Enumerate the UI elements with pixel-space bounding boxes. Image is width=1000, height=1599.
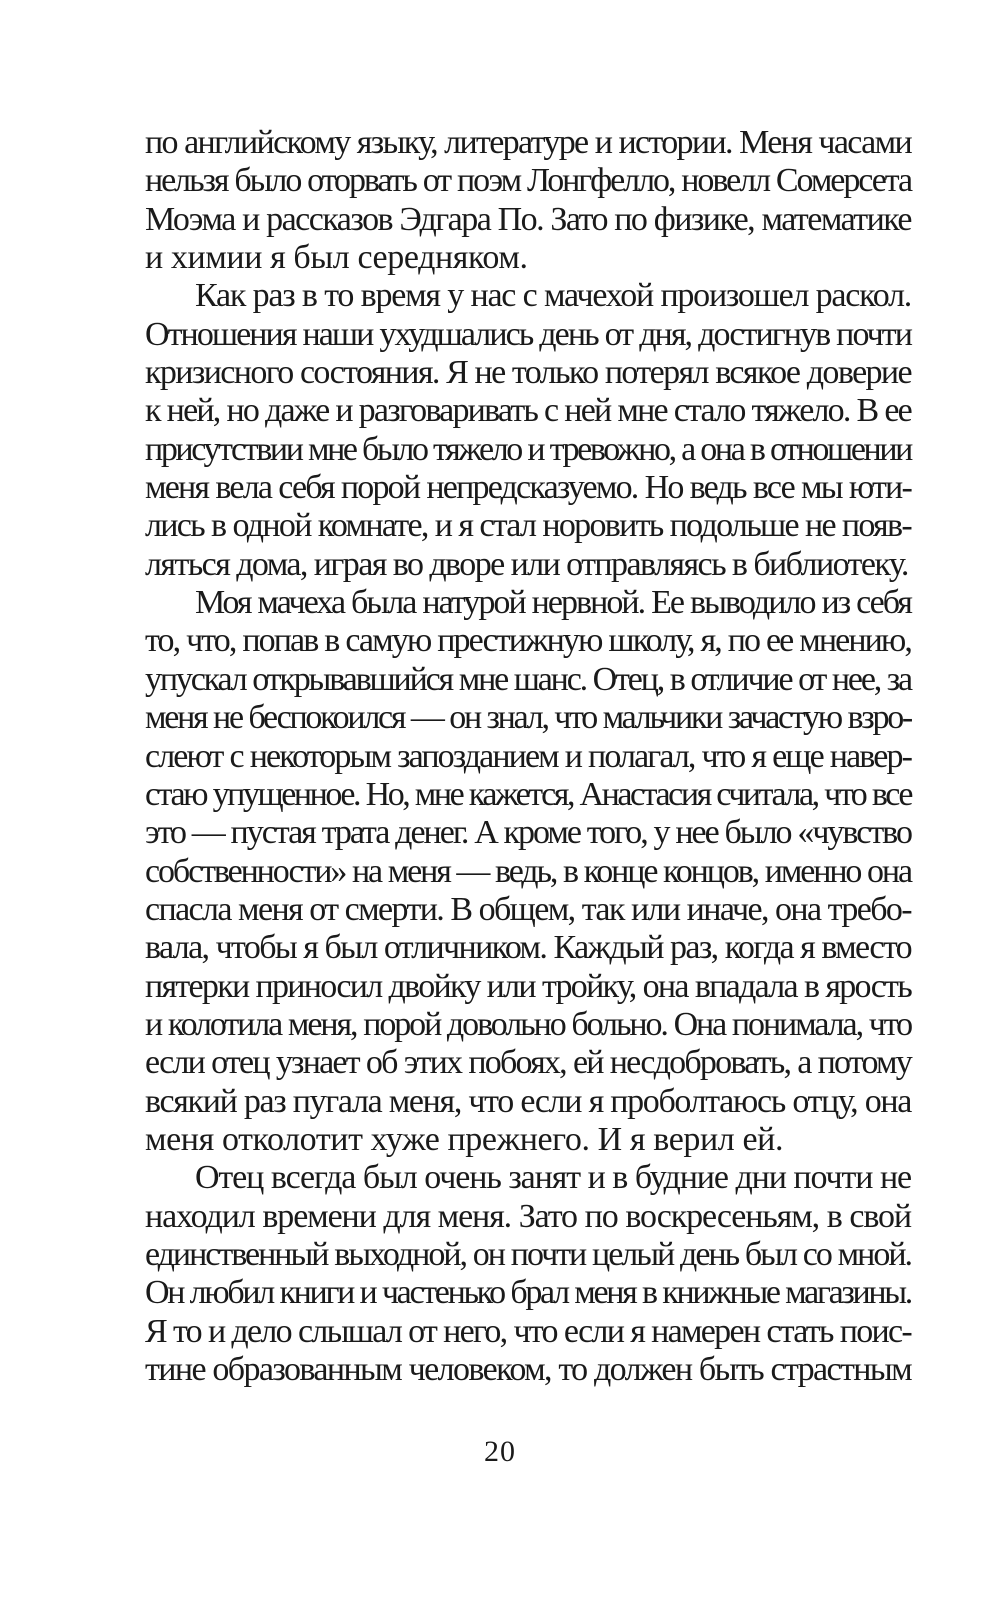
body-text xyxy=(145,124,911,1389)
text-line: единственный выходной, он почти целый день был со мной. xyxy=(145,1235,911,1273)
text-line: то, что, попав в самую престижную школу, я, по ее мнению, xyxy=(145,622,911,660)
text-line: это — пустая трата денег. А кроме того, у нее было «чувство xyxy=(145,814,911,852)
text-line: меня вела себя порой непредсказуемо. Но ведь все мы юти- xyxy=(145,469,911,507)
text-line: и колотила меня, порой довольно больно. Она понимала, что xyxy=(145,1005,911,1043)
text-line: тине образованным человеком, то должен быть страстным xyxy=(145,1351,911,1388)
text-line: меня не беспокоился — он знал, что мальчики зачастую взро- xyxy=(145,699,911,737)
text-line: присутствии мне было тяжело и тревожно, а она в отношении xyxy=(145,430,911,468)
text-line: Я то и дело слышал от него, что если я намерен стать поис- xyxy=(145,1312,911,1350)
text-line: Отношения наши ухудшались день от дня, достигнув почти xyxy=(145,315,911,353)
text-line: Он любил книги и частенько брал меня в книжные магазины. xyxy=(145,1274,911,1312)
text-line: к ней, но даже и разговаривать с ней мне стало тяжело. В ее xyxy=(145,392,911,430)
text-line: Как раз в то время у нас с мачехой произошел раскол. xyxy=(195,277,911,315)
text-line: всякий раз пугала меня, что если я проболтаюсь отцу, она xyxy=(145,1082,911,1120)
text-line: находил времени для меня. Зато по воскресеньям, в свой xyxy=(145,1197,911,1235)
text-line: спасла меня от смерти. В общем, так или иначе, она требо- xyxy=(145,890,911,928)
text-line: по английскому языку, литературе и истории. Меня часами xyxy=(145,124,911,161)
text-line: если отец узнает об этих побоях, ей несдобровать, а потому xyxy=(145,1044,911,1082)
text-line: собственности» на меня — ведь, в конце концов, именно она xyxy=(145,852,911,890)
text-line: ляться дома, играя во дворе или отправляясь в библиотеку. xyxy=(145,545,908,583)
text-line: Моя мачеха была натурой нервной. Ее выводило из себя xyxy=(195,584,911,622)
text-line: вала, чтобы я был отличником. Каждый раз, когда я вместо xyxy=(145,929,911,967)
text-line: нельзя было оторвать от поэм Лонгфелло, новелл Сомерсета xyxy=(145,162,911,200)
text-line: пятерки приносил двойку или тройку, она впадала в ярость xyxy=(145,967,911,1005)
text-line: Моэма и рассказов Эдгара По. Зато по физике, математике xyxy=(145,200,911,238)
text-line: слеют с некоторым запозданием и полагал, что я еще навер- xyxy=(145,737,911,775)
page-number: 20 xyxy=(484,1435,516,1468)
text-line: упускал открывавшийся мне шанс. Отец, в отличие от нее, за xyxy=(145,660,911,698)
text-line: и химии я был середняком. xyxy=(145,239,528,277)
text-line: кризисного состояния. Я не только потерял всякое доверие xyxy=(145,354,911,392)
text-line: стаю упущенное. Но, мне кажется, Анастасия считала, что все xyxy=(145,775,911,813)
text-line: Отец всегда был очень занят и в будние дни почти не xyxy=(195,1159,911,1197)
text-line: меня отколотит хуже прежнего. И я верил ей. xyxy=(145,1120,784,1158)
text-line: лись в одной комнате, и я стал норовить подольше не появ- xyxy=(145,507,911,545)
